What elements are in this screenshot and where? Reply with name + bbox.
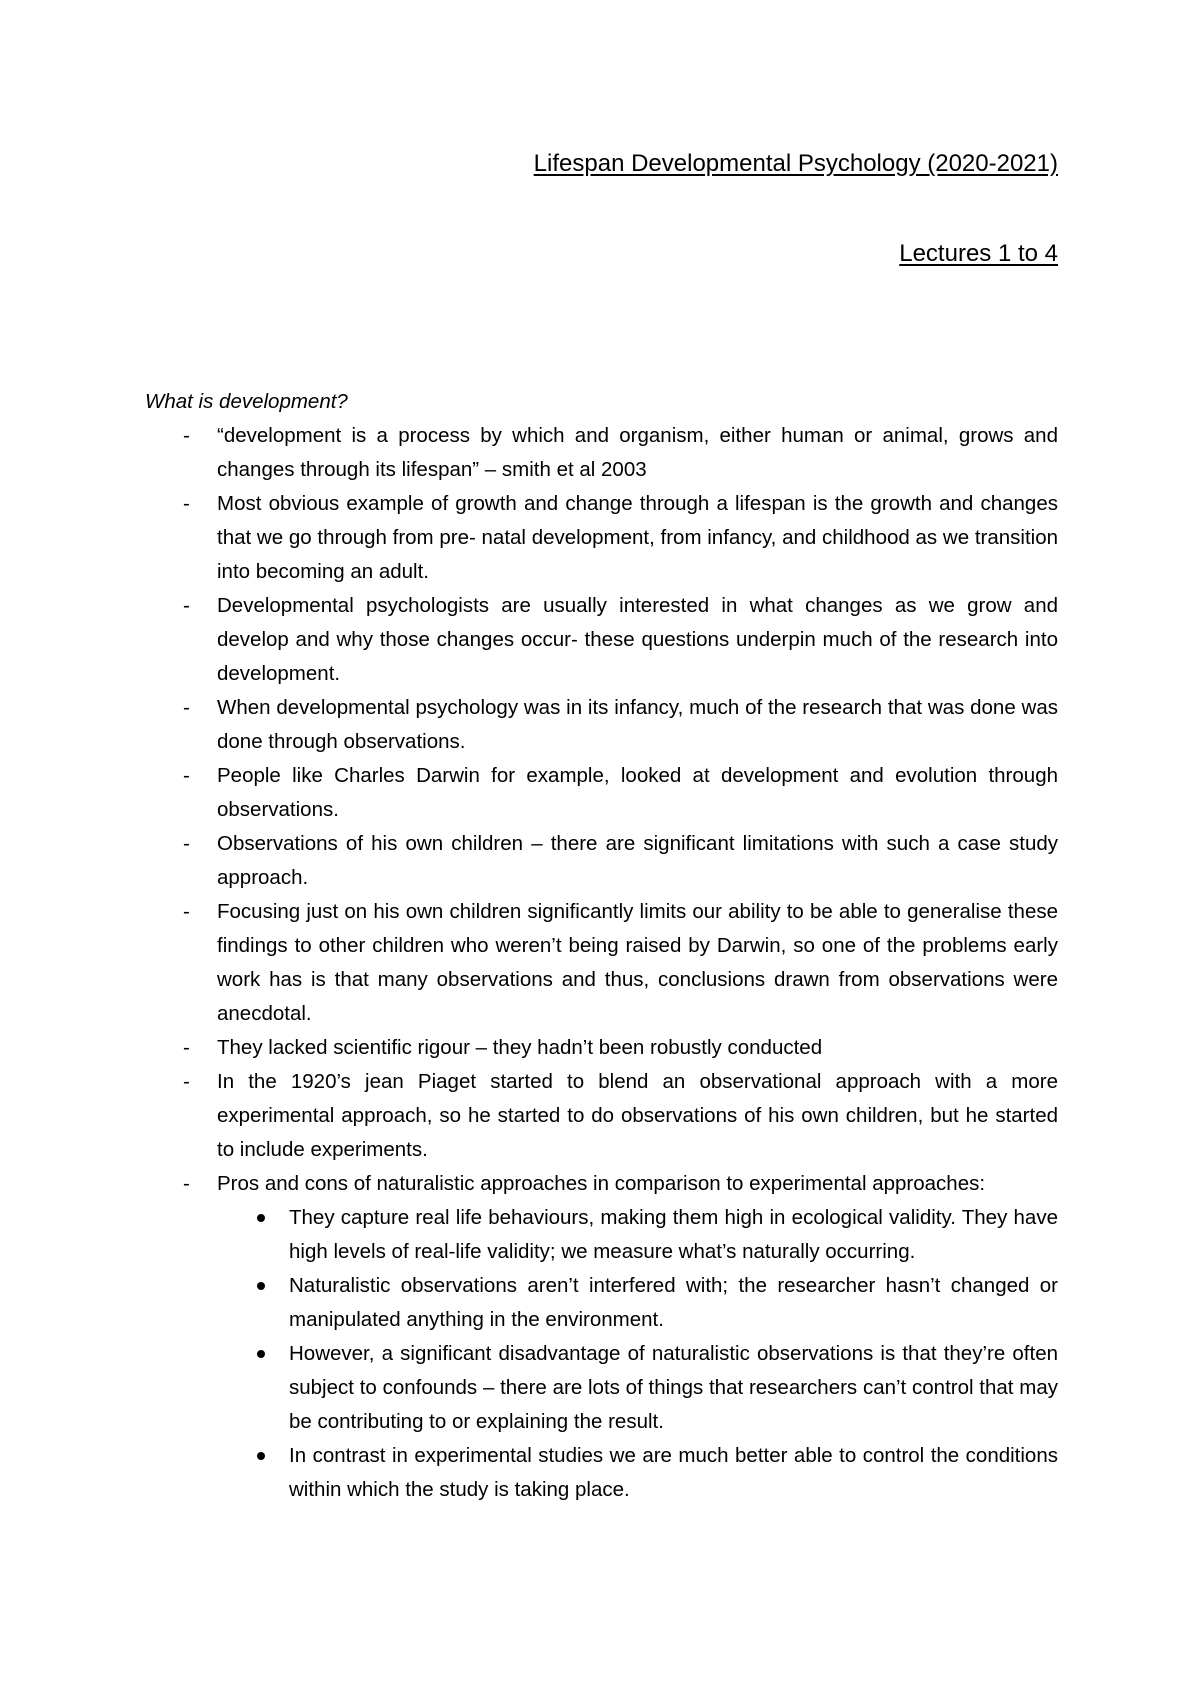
dash-marker: - (183, 492, 190, 515)
list-item-text: In the 1920’s jean Piaget started to blend an observational approach with a more experimental approach, so he started to do observations of his own children, but he started to include experiments. (217, 1070, 1058, 1161)
list-item (145, 1065, 1058, 1167)
list-item (145, 419, 1058, 487)
dash-marker: - (183, 696, 190, 719)
document-body (145, 385, 1058, 1507)
bullet-item (145, 1269, 1058, 1337)
list-item (145, 487, 1058, 589)
list-item (145, 589, 1058, 691)
dash-marker: - (183, 424, 190, 447)
dash-marker: - (183, 594, 190, 617)
dash-marker: - (183, 900, 190, 923)
document-title: Lifespan Developmental Psychology (2020-2021) (533, 150, 1058, 177)
bullet-icon (257, 1282, 265, 1290)
dash-marker: - (183, 832, 190, 855)
list-item (145, 827, 1058, 895)
list-item-text: Focusing just on his own children significantly limits our ability to be able to generalise these findings to other children who weren’t being raised by Darwin, so one of the problems early work has is that many observations and thus, conclusions drawn from observations were anecdotal. (217, 900, 1058, 1025)
document-subtitle: Lectures 1 to 4 (899, 240, 1058, 267)
list-item (145, 895, 1058, 1031)
section-heading: What is development? (145, 390, 348, 413)
bullet-item (145, 1439, 1058, 1507)
list-item-text: “development is a process by which and organism, either human or animal, grows and changes through its lifespan” – smith et al 2003 (217, 424, 1058, 481)
dash-list (145, 419, 1058, 1507)
list-item-text: They lacked scientific rigour – they hadn’t been robustly conducted (217, 1036, 823, 1059)
bullet-item-text: However, a significant disadvantage of naturalistic observations is that they’re often subject to confounds – there are lots of things that researchers can’t control that may be contributing to or explaining the result. (289, 1342, 1058, 1433)
bullet-item-text: In contrast in experimental studies we are much better able to control the conditions within which the study is taking place. (289, 1444, 1058, 1501)
bullet-item (145, 1337, 1058, 1439)
bullet-list (145, 1201, 1058, 1507)
bullet-icon (257, 1452, 265, 1460)
dash-marker: - (183, 1036, 190, 1059)
bullet-icon (257, 1350, 265, 1358)
bullet-item (145, 1201, 1058, 1269)
list-item (145, 759, 1058, 827)
list-item-text: Most obvious example of growth and change through a lifespan is the growth and changes that we go through from pre- natal development, from infancy, and childhood as we transition into becoming an adult. (217, 492, 1058, 583)
list-item (145, 1167, 1058, 1507)
bullet-item-text: Naturalistic observations aren’t interfered with; the researcher hasn’t changed or manipulated anything in the environment. (289, 1274, 1058, 1331)
list-item-text: People like Charles Darwin for example, looked at development and evolution through observations. (217, 764, 1058, 821)
dash-marker: - (183, 1172, 190, 1195)
list-item-text: Developmental psychologists are usually interested in what changes as we grow and develop and why those changes occur- these questions underpin much of the research into development. (217, 594, 1058, 685)
list-item (145, 1031, 1058, 1065)
dash-marker: - (183, 1070, 190, 1093)
list-item (145, 691, 1058, 759)
list-item-text: When developmental psychology was in its infancy, much of the research that was done was done through observations. (217, 696, 1058, 753)
list-item-text: Observations of his own children – there are significant limitations with such a case study approach. (217, 832, 1058, 889)
sub-list-wrapper (145, 1201, 1058, 1507)
bullet-item-text: They capture real life behaviours, making them high in ecological validity. They have high levels of real-life validity; we measure what’s naturally occurring. (289, 1206, 1058, 1263)
bullet-icon (257, 1214, 265, 1222)
list-item-text: Pros and cons of naturalistic approaches in comparison to experimental approaches: (217, 1172, 986, 1195)
dash-marker: - (183, 764, 190, 787)
